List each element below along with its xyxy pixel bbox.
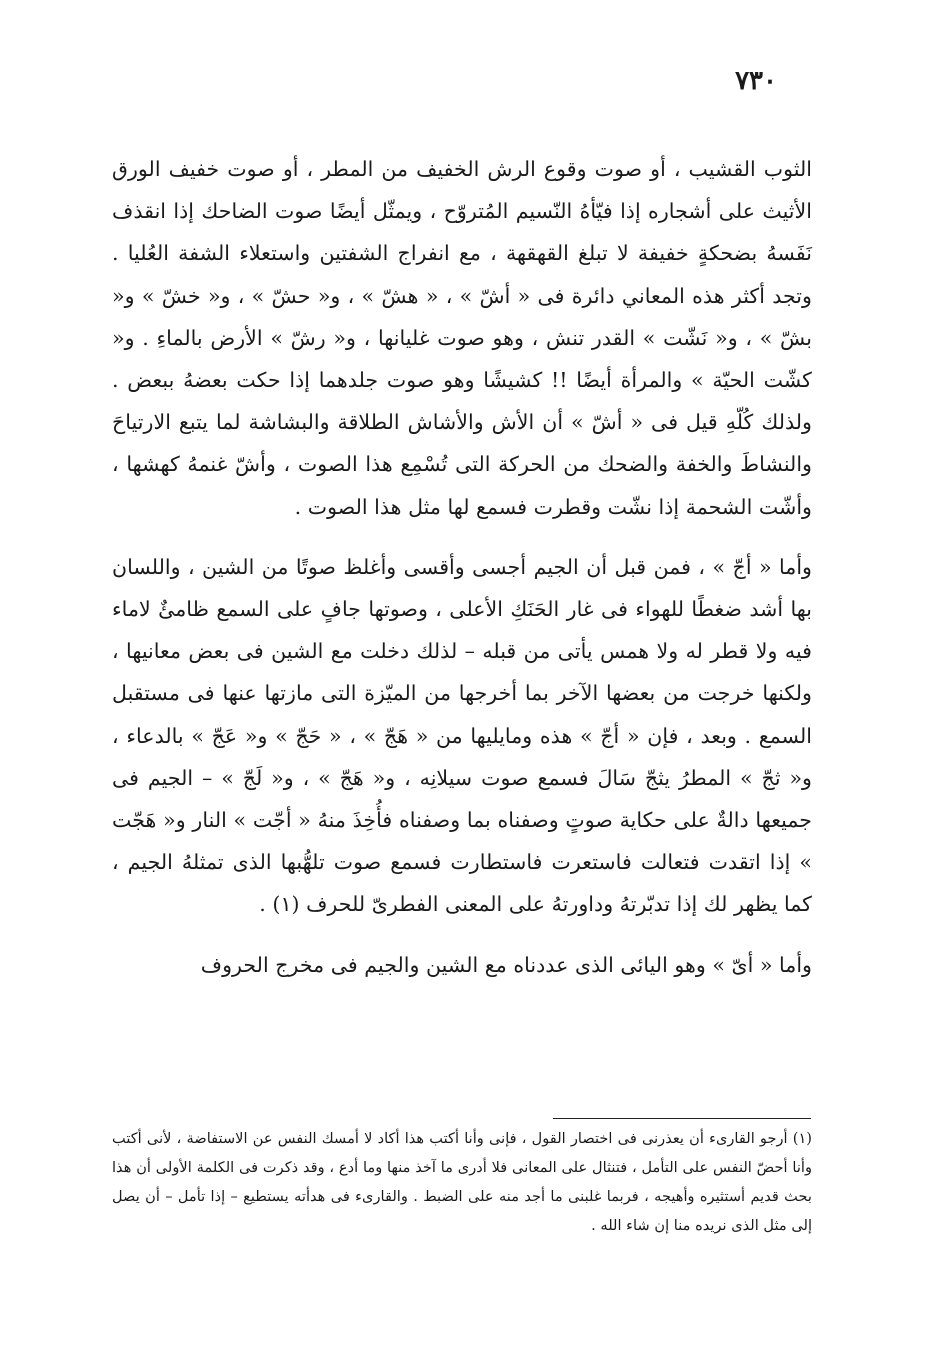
page-number: ٧٣٠ — [735, 66, 777, 96]
paragraph-1: الثوب القشيب ، أو صوت وقوع الرش الخفيف من المطر ، أو صوت خفيف الورق الأثيث على أشجاره إذا فيّأهُ النّسيم المُتروّح ، ويمثّل أيضًا صوت الضاحك إذا انقذف نَفَسهُ بضحكةٍ خفيفة لا تبلغ القهقهة ، مع انفراج الشفتين واستعلاء الشفة العُليا . وتجد أكثر هذه المعاني دائرة فى « أشّ » ، « هشّ » ، و« حشّ » ، و« خشّ » و« بشّ » ، و« نَشّت » القدر تنش ، وهو صوت غليانها ، و« رشّ » الأرض بالماءِ . و« كشّت الحيّة » والمرأة أيضًا !! كشيشًا وهو صوت جلدهما إذا حكت بعضهُ ببعض . ولذلك كُلّهِ قيل فى « أشّ » أن الأش والأشاش الطلاقة والبشاشة لما يتبع الارتياحَ والنشاطَ والخفة والضحك من الحركة التى تُسْمِع هذا الصوت ، وأشّ غنمهُ كهشها ، وأشّت الشحمة إذا نشّت وقطرت فسمع لها مثل هذا الصوت . — [112, 157, 812, 519]
footnote — [112, 1124, 812, 1240]
paragraph-3: وأما « أىّ » وهو اليائى الذى عددناه مع الشين والجيم فى مخرج الحروف — [200, 952, 812, 977]
paragraph-2: وأما « أجّ » ، فمن قبل أن الجيم أجسى وأقسى وأغلظ صوتًا من الشين ، واللسان بها أشد ضغطًا للهواء فى غار الحَنَكِ الأعلى ، وصوتها جافٍ على السمع ظامئٌ لاماء فيه ولا قطر له ولا همس يأتى من قبله – لذلك دخلت مع الشين فى بعض معانيها ، ولكنها خرجت من بعضها الآخر بما أخرجها من الميّزة التى مازتها عنها فى مستقبل السمع . وبعد ، فإن « أجّ » هذه ومايليها من « هَجّ » ، « حَجّ » و« عَجّ » بالدعاء ، و« ثجّ » المطرُ يثجّ سَالَ فسمع صوت سيلانِه ، و« هَجّ » ، و« لَجّ » – الجيم فى جميعها دالةٌ على حكاية صوتٍ وصفناه بما وصفناه فأُخِذَ منهُ « أجّت » النار و« هَجّت » إذا اتقدت فتعالت فاستعرت فاستطارت فسمع صوت تلهُّبها الذى تمثلهُ الجيم ، كما يظهر لك إذا تدبّرتهُ وداورتهُ على المعنى الفطرىّ للحرف (١) . — [112, 554, 812, 917]
footnote-divider — [553, 1118, 811, 1119]
footnote-text: (١) أرجو القارىء أن يعذرنى فى اختصار القول ، فإنى وأنا أكتب هذا أكاد لا أمسك النفس عن الاستفاضة ، لأنى أكتب وأنا أحضّ النفس على التأمل ، فتنثال على المعانى فلا أدرى ما آخذ منها وما أدع ، وقد ذكرت فى الكلمة الأولى أن هذا بحث قديم أستثيره وأهيجه ، فربما غلبنى ما أجد منه على الضبط . والقارىء فى هدأته يستطيع – إذا تأمل – أن يصل إلى مثل الذى نريده منا إن شاء الله . — [112, 1130, 812, 1234]
body-text — [112, 148, 812, 986]
